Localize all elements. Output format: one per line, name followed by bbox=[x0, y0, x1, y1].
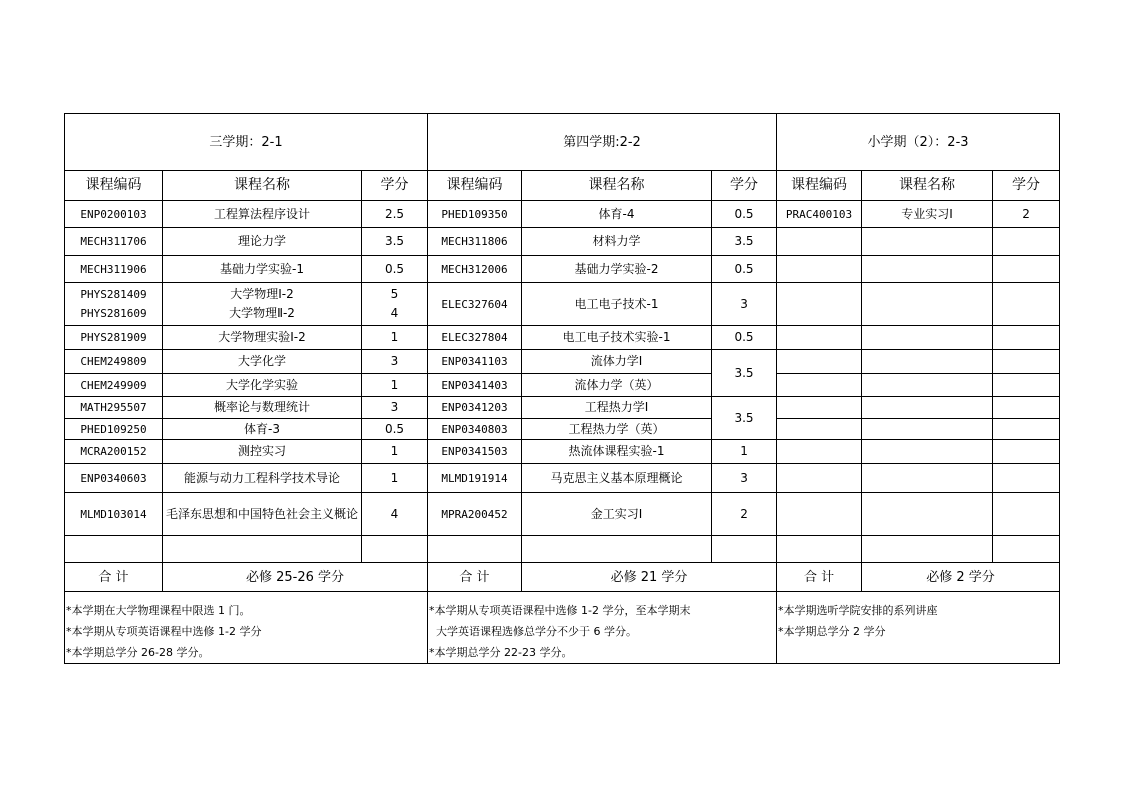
term2-total-value: 必修 21 学分 bbox=[522, 563, 777, 592]
course-credit: 2 bbox=[993, 201, 1060, 228]
course-credit: 1 bbox=[362, 440, 428, 464]
course-credit: 3 bbox=[712, 283, 777, 326]
course-code: PRAC400103 bbox=[777, 201, 862, 228]
empty-cell bbox=[777, 493, 862, 536]
course-credit: 3 bbox=[362, 350, 428, 374]
course-name: 电工电子技术-1 bbox=[522, 283, 712, 326]
table-row bbox=[65, 350, 1060, 374]
empty-cell bbox=[777, 256, 862, 283]
empty-cell bbox=[993, 464, 1060, 493]
empty-cell bbox=[777, 440, 862, 464]
course-credit: 3.5 bbox=[712, 397, 777, 440]
course-code: MECH311706 bbox=[65, 228, 163, 256]
column-header-row bbox=[65, 171, 1060, 201]
term2-header-name: 课程名称 bbox=[522, 171, 712, 201]
empty-cell bbox=[163, 536, 362, 563]
table-row bbox=[65, 283, 1060, 326]
course-name: 专业实习Ⅰ bbox=[862, 201, 993, 228]
empty-cell bbox=[993, 283, 1060, 326]
course-code: MPRA200452 bbox=[428, 493, 522, 536]
course-code: MECH311906 bbox=[65, 256, 163, 283]
course-code: MATH295507 bbox=[65, 397, 163, 419]
empty-cell bbox=[522, 536, 712, 563]
empty-cell bbox=[862, 283, 993, 326]
empty-cell bbox=[777, 397, 862, 419]
term3-header-code: 课程编码 bbox=[777, 171, 862, 201]
course-name-option: 大学物理Ⅱ-2 bbox=[229, 306, 295, 320]
empty-cell bbox=[777, 326, 862, 350]
note-line: *本学期总学分 22-23 学分。 bbox=[429, 646, 573, 659]
term2-total-label: 合 计 bbox=[428, 563, 522, 592]
empty-cell bbox=[993, 440, 1060, 464]
course-code: MCRA200152 bbox=[65, 440, 163, 464]
course-name: 大学化学 bbox=[163, 350, 362, 374]
course-code: CHEM249909 bbox=[65, 374, 163, 397]
term1-header-code: 课程编码 bbox=[65, 171, 163, 201]
empty-cell bbox=[862, 440, 993, 464]
empty-cell bbox=[862, 464, 993, 493]
course-name: 热流体课程实验-1 bbox=[522, 440, 712, 464]
note-line: *本学期总学分 26-28 学分。 bbox=[66, 646, 210, 659]
table-row bbox=[65, 440, 1060, 464]
course-code: ELEC327604 bbox=[428, 283, 522, 326]
course-name: 能源与动力工程科学技术导论 bbox=[163, 464, 362, 493]
course-code bbox=[65, 283, 163, 326]
term3-total-value: 必修 2 学分 bbox=[862, 563, 1060, 592]
course-credit: 0.5 bbox=[712, 201, 777, 228]
table-row bbox=[65, 374, 1060, 397]
course-credit: 2 bbox=[712, 493, 777, 536]
note-line: *本学期在大学物理课程中限选 1 门。 bbox=[66, 604, 251, 617]
term3-header-credit: 学分 bbox=[993, 171, 1060, 201]
empty-cell bbox=[993, 374, 1060, 397]
term1-notes bbox=[65, 592, 428, 664]
empty-cell bbox=[862, 256, 993, 283]
table-row bbox=[65, 493, 1060, 536]
course-name: 流体力学Ⅰ bbox=[522, 350, 712, 374]
empty-cell bbox=[862, 228, 993, 256]
course-credit: 2.5 bbox=[362, 201, 428, 228]
course-name-option: 大学物理Ⅰ-2 bbox=[230, 287, 294, 301]
course-code: MECH311806 bbox=[428, 228, 522, 256]
note-line: *本学期从专项英语课程中选修 1-2 学分 bbox=[66, 625, 262, 638]
course-code: MLMD191914 bbox=[428, 464, 522, 493]
course-credit: 3.5 bbox=[362, 228, 428, 256]
empty-cell bbox=[777, 464, 862, 493]
course-credit: 1 bbox=[712, 440, 777, 464]
notes-row bbox=[65, 592, 1060, 664]
empty-cell bbox=[993, 326, 1060, 350]
course-name: 工程算法程序设计 bbox=[163, 201, 362, 228]
course-credit: 4 bbox=[362, 493, 428, 536]
course-code: CHEM249809 bbox=[65, 350, 163, 374]
table-row bbox=[65, 326, 1060, 350]
course-credit: 1 bbox=[362, 326, 428, 350]
course-code-option: PHYS281409 bbox=[80, 288, 147, 301]
empty-cell bbox=[777, 536, 862, 563]
term2-header-credit: 学分 bbox=[712, 171, 777, 201]
empty-cell bbox=[777, 419, 862, 440]
term3-header-name: 课程名称 bbox=[862, 171, 993, 201]
course-code: ENP0341503 bbox=[428, 440, 522, 464]
course-code: ENP0200103 bbox=[65, 201, 163, 228]
empty-cell bbox=[65, 536, 163, 563]
course-name: 电工电子技术实验-1 bbox=[522, 326, 712, 350]
term2-title: 第四学期:2-2 bbox=[428, 114, 777, 171]
term2-notes bbox=[428, 592, 777, 664]
empty-cell bbox=[993, 536, 1060, 563]
totals-row bbox=[65, 563, 1060, 592]
course-name: 工程热力学（英） bbox=[522, 419, 712, 440]
term2-header-code: 课程编码 bbox=[428, 171, 522, 201]
course-name: 材料力学 bbox=[522, 228, 712, 256]
term1-total-value: 必修 25-26 学分 bbox=[163, 563, 428, 592]
course-name: 基础力学实验-1 bbox=[163, 256, 362, 283]
course-name: 工程热力学Ⅰ bbox=[522, 397, 712, 419]
course-name: 毛泽东思想和中国特色社会主义概论 bbox=[163, 493, 362, 536]
course-name: 测控实习 bbox=[163, 440, 362, 464]
term1-header-name: 课程名称 bbox=[163, 171, 362, 201]
empty-cell bbox=[993, 493, 1060, 536]
course-code: PHED109250 bbox=[65, 419, 163, 440]
course-code: PHYS281909 bbox=[65, 326, 163, 350]
course-schedule-table bbox=[64, 113, 1060, 664]
course-credit: 0.5 bbox=[362, 256, 428, 283]
course-name: 体育-4 bbox=[522, 201, 712, 228]
empty-cell bbox=[993, 397, 1060, 419]
course-credit-option: 5 bbox=[390, 287, 399, 301]
course-code: ENP0341403 bbox=[428, 374, 522, 397]
course-name: 大学物理实验Ⅰ-2 bbox=[163, 326, 362, 350]
course-code: ENP0340803 bbox=[428, 419, 522, 440]
note-line: *本学期选听学院安排的系列讲座 bbox=[778, 604, 938, 617]
course-credit: 0.5 bbox=[712, 256, 777, 283]
empty-cell bbox=[777, 374, 862, 397]
course-name: 流体力学（英） bbox=[522, 374, 712, 397]
table-row bbox=[65, 228, 1060, 256]
course-name: 体育-3 bbox=[163, 419, 362, 440]
course-credit: 3 bbox=[712, 464, 777, 493]
table-row bbox=[65, 256, 1060, 283]
course-name bbox=[163, 283, 362, 326]
empty-cell bbox=[862, 374, 993, 397]
table-row bbox=[65, 464, 1060, 493]
course-code: ENP0341103 bbox=[428, 350, 522, 374]
empty-cell bbox=[862, 419, 993, 440]
empty-cell bbox=[712, 536, 777, 563]
course-name: 金工实习Ⅰ bbox=[522, 493, 712, 536]
table-row bbox=[65, 397, 1060, 419]
course-name: 大学化学实验 bbox=[163, 374, 362, 397]
course-code-option: PHYS281609 bbox=[80, 307, 147, 320]
note-line: *本学期从专项英语课程中选修 1-2 学分，至本学期末 bbox=[429, 604, 691, 617]
course-credit-option: 4 bbox=[390, 306, 399, 320]
empty-cell bbox=[428, 536, 522, 563]
empty-cell bbox=[993, 256, 1060, 283]
course-credit: 0.5 bbox=[362, 419, 428, 440]
course-name: 基础力学实验-2 bbox=[522, 256, 712, 283]
empty-cell bbox=[862, 493, 993, 536]
empty-cell bbox=[862, 536, 993, 563]
course-code: ENP0341203 bbox=[428, 397, 522, 419]
table-row bbox=[65, 419, 1060, 440]
course-credit: 0.5 bbox=[712, 326, 777, 350]
term1-total-label: 合 计 bbox=[65, 563, 163, 592]
empty-cell bbox=[862, 397, 993, 419]
empty-cell bbox=[993, 228, 1060, 256]
course-credit: 3.5 bbox=[712, 350, 777, 397]
course-credit bbox=[362, 283, 428, 326]
note-line: 大学英语课程选修总学分不少于 6 学分。 bbox=[429, 625, 637, 638]
empty-cell bbox=[993, 350, 1060, 374]
empty-cell bbox=[777, 350, 862, 374]
course-credit: 1 bbox=[362, 374, 428, 397]
table-row bbox=[65, 201, 1060, 228]
course-credit: 3.5 bbox=[712, 228, 777, 256]
course-name: 理论力学 bbox=[163, 228, 362, 256]
term3-total-label: 合 计 bbox=[777, 563, 862, 592]
course-code: MECH312006 bbox=[428, 256, 522, 283]
empty-cell bbox=[862, 350, 993, 374]
empty-cell bbox=[362, 536, 428, 563]
empty-cell bbox=[777, 228, 862, 256]
empty-cell bbox=[993, 419, 1060, 440]
empty-row bbox=[65, 536, 1060, 563]
term1-header-credit: 学分 bbox=[362, 171, 428, 201]
term3-title: 小学期（2）：2-3 bbox=[777, 114, 1060, 171]
course-code: MLMD103014 bbox=[65, 493, 163, 536]
empty-cell bbox=[862, 326, 993, 350]
course-credit: 3 bbox=[362, 397, 428, 419]
course-code: ELEC327804 bbox=[428, 326, 522, 350]
empty-cell bbox=[777, 283, 862, 326]
course-code: PHED109350 bbox=[428, 201, 522, 228]
course-code: ENP0340603 bbox=[65, 464, 163, 493]
term-title-row bbox=[65, 114, 1060, 171]
term3-notes bbox=[777, 592, 1060, 664]
term1-title: 三学期：2-1 bbox=[65, 114, 428, 171]
course-name: 概率论与数理统计 bbox=[163, 397, 362, 419]
course-name: 马克思主义基本原理概论 bbox=[522, 464, 712, 493]
note-line: *本学期总学分 2 学分 bbox=[778, 625, 886, 638]
course-credit: 1 bbox=[362, 464, 428, 493]
